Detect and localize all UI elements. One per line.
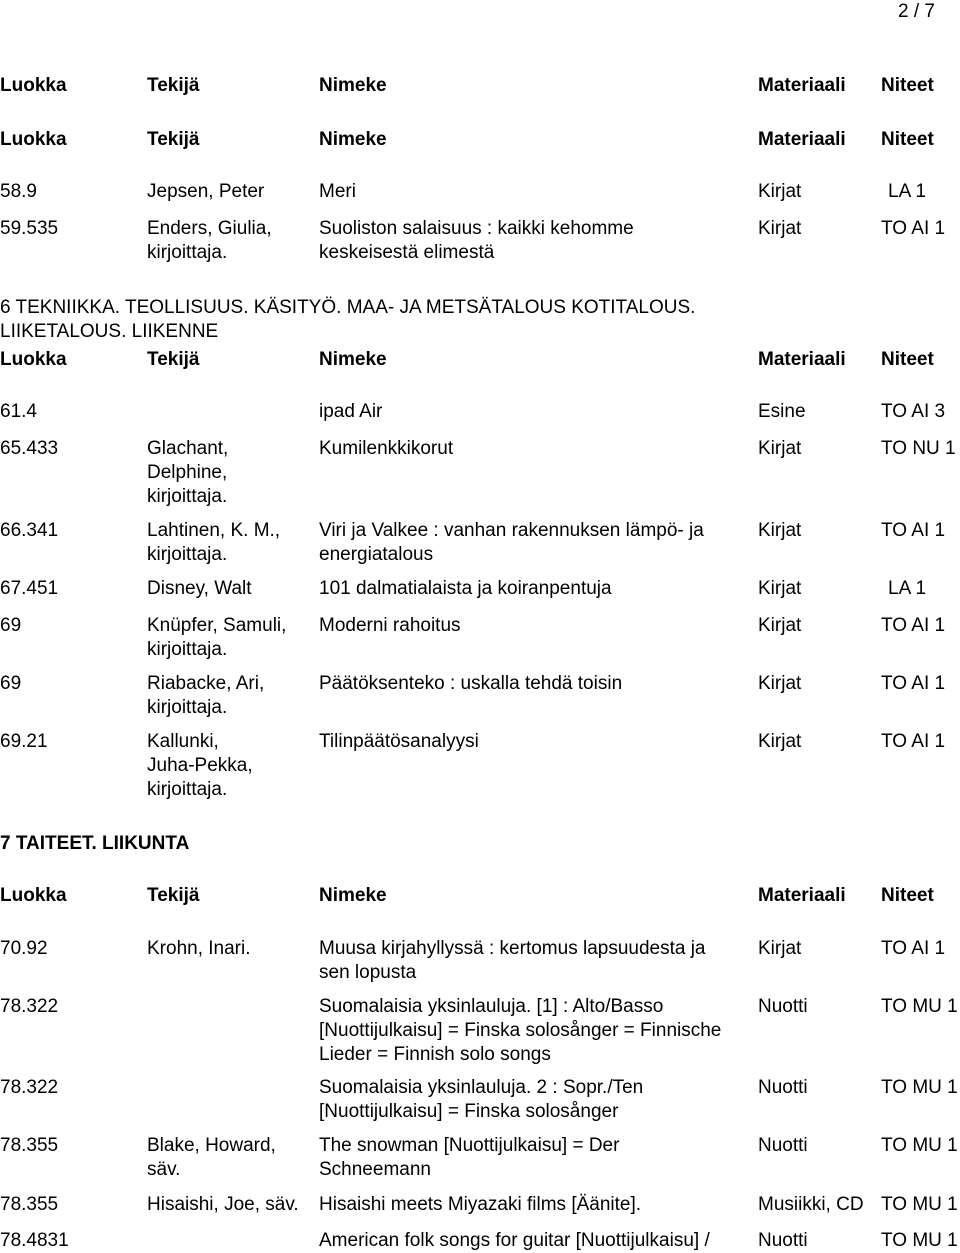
row-luokka: 78.4831	[0, 1230, 69, 1251]
page-number: 2 / 7	[898, 1, 935, 22]
header-niteet: Niteet	[881, 349, 934, 370]
row-luokka: 78.322	[0, 1077, 59, 1098]
header-materiaali: Materiaali	[758, 885, 846, 906]
row-niteet: TO MU 1	[881, 996, 958, 1017]
row-materiaali: Nuotti	[758, 1077, 808, 1098]
row-tekija: Lahtinen, K. M.,	[147, 520, 281, 541]
row-nimeke: Suomalaisia yksinlauluja. [1] : Alto/Basso	[319, 996, 664, 1017]
header-luokka: Luokka	[0, 349, 67, 370]
row-tekija: Juha-Pekka,	[147, 755, 253, 776]
row-nimeke: Tilinpäätösanalyysi	[319, 731, 479, 752]
row-materiaali: Kirjat	[758, 438, 802, 459]
row-niteet: TO AI 3	[881, 401, 946, 422]
row-nimeke: sen lopusta	[319, 962, 417, 983]
row-tekija: Jepsen, Peter	[147, 181, 265, 202]
row-niteet: TO MU 1	[881, 1077, 958, 1098]
row-materiaali: Kirjat	[758, 938, 802, 959]
row-niteet: LA 1	[888, 181, 927, 202]
row-luokka: 69	[0, 673, 22, 694]
row-tekija: Riabacke, Ari,	[147, 673, 265, 694]
row-niteet: TO MU 1	[881, 1135, 958, 1156]
row-nimeke: Lieder = Finnish solo songs	[319, 1044, 551, 1065]
row-materiaali: Kirjat	[758, 578, 802, 599]
row-tekija: Knüpfer, Samuli,	[147, 615, 287, 636]
row-nimeke: [Nuottijulkaisu] = Finska solosånger	[319, 1101, 619, 1122]
row-niteet: TO AI 1	[881, 938, 946, 959]
header-nimeke: Nimeke	[319, 129, 387, 150]
row-nimeke: Päätöksenteko : uskalla tehdä toisin	[319, 673, 623, 694]
row-luokka: 69.21	[0, 731, 48, 752]
row-nimeke: Muusa kirjahyllyssä : kertomus lapsuudesta ja	[319, 938, 706, 959]
row-niteet: TO AI 1	[881, 615, 946, 636]
header-niteet: Niteet	[881, 75, 934, 96]
row-luokka: 78.355	[0, 1135, 59, 1156]
row-tekija: Krohn, Inari.	[147, 938, 251, 959]
row-niteet: TO AI 1	[881, 520, 946, 541]
row-tekija: kirjoittaja.	[147, 639, 228, 660]
row-tekija: Blake, Howard,	[147, 1135, 276, 1156]
row-niteet: TO AI 1	[881, 731, 946, 752]
row-nimeke: The snowman [Nuottijulkaisu] = Der	[319, 1135, 620, 1156]
row-materiaali: Nuotti	[758, 1135, 808, 1156]
row-nimeke: Suomalaisia yksinlauluja. 2 : Sopr./Ten	[319, 1077, 644, 1098]
header-tekija: Tekijä	[147, 75, 200, 96]
section-heading: 6 TEKNIIKKA. TEOLLISUUS. KÄSITYÖ. MAA- JA METSÄTALOUS KOTITALOUS.	[0, 297, 696, 318]
row-tekija: Kallunki,	[147, 731, 219, 752]
row-luokka: 67.451	[0, 578, 59, 599]
header-materiaali: Materiaali	[758, 129, 846, 150]
row-nimeke: Suoliston salaisuus : kaikki kehomme	[319, 218, 634, 239]
row-nimeke: Meri	[319, 181, 356, 202]
row-materiaali: Kirjat	[758, 181, 802, 202]
row-niteet: TO MU 1	[881, 1194, 958, 1215]
row-materiaali: Musiikki, CD	[758, 1194, 864, 1215]
header-luokka: Luokka	[0, 885, 67, 906]
row-niteet: TO AI 1	[881, 218, 946, 239]
row-tekija: kirjoittaja.	[147, 242, 228, 263]
row-tekija: kirjoittaja.	[147, 486, 228, 507]
header-materiaali: Materiaali	[758, 349, 846, 370]
row-materiaali: Kirjat	[758, 731, 802, 752]
row-nimeke: [Nuottijulkaisu] = Finska solosånger = Finnische	[319, 1020, 722, 1041]
row-nimeke: 101 dalmatialaista ja koiranpentuja	[319, 578, 612, 599]
row-luokka: 61.4	[0, 401, 37, 422]
row-materiaali: Kirjat	[758, 673, 802, 694]
row-nimeke: keskeisestä elimestä	[319, 242, 495, 263]
header-luokka: Luokka	[0, 75, 67, 96]
row-luokka: 65.433	[0, 438, 59, 459]
row-tekija: Enders, Giulia,	[147, 218, 272, 239]
section-heading: LIIKETALOUS. LIIKENNE	[0, 321, 219, 342]
row-nimeke: Hisaishi meets Miyazaki films [Äänite].	[319, 1194, 642, 1215]
row-nimeke: Viri ja Valkee : vanhan rakennuksen lämpö- ja	[319, 520, 704, 541]
row-luokka: 78.355	[0, 1194, 59, 1215]
row-materiaali: Nuotti	[758, 996, 808, 1017]
row-nimeke: energiatalous	[319, 544, 434, 565]
row-tekija: kirjoittaja.	[147, 697, 228, 718]
row-materiaali: Esine	[758, 401, 806, 422]
row-tekija: kirjoittaja.	[147, 544, 228, 565]
row-nimeke: Kumilenkkikorut	[319, 438, 454, 459]
row-tekija: Delphine,	[147, 462, 228, 483]
header-tekija: Tekijä	[147, 129, 200, 150]
row-luokka: 69	[0, 615, 22, 636]
row-nimeke: Moderni rahoitus	[319, 615, 461, 636]
row-luokka: 70.92	[0, 938, 48, 959]
row-nimeke: ipad Air	[319, 401, 383, 422]
row-luokka: 59.535	[0, 218, 59, 239]
row-nimeke: American folk songs for guitar [Nuottijulkaisu] /	[319, 1230, 710, 1251]
row-luokka: 58.9	[0, 181, 37, 202]
header-nimeke: Nimeke	[319, 885, 387, 906]
row-materiaali: Kirjat	[758, 615, 802, 636]
row-tekija: säv.	[147, 1159, 181, 1180]
header-niteet: Niteet	[881, 885, 934, 906]
header-nimeke: Nimeke	[319, 349, 387, 370]
row-materiaali: Kirjat	[758, 520, 802, 541]
header-luokka: Luokka	[0, 129, 67, 150]
row-niteet: TO AI 1	[881, 673, 946, 694]
header-tekija: Tekijä	[147, 349, 200, 370]
header-tekija: Tekijä	[147, 885, 200, 906]
row-niteet: LA 1	[888, 578, 927, 599]
row-tekija: Hisaishi, Joe, säv.	[147, 1194, 299, 1215]
header-materiaali: Materiaali	[758, 75, 846, 96]
row-niteet: TO MU 1	[881, 1230, 958, 1251]
section-heading: 7 TAITEET. LIIKUNTA	[0, 833, 190, 854]
row-tekija: kirjoittaja.	[147, 779, 228, 800]
row-materiaali: Kirjat	[758, 218, 802, 239]
header-niteet: Niteet	[881, 129, 934, 150]
row-materiaali: Nuotti	[758, 1230, 808, 1251]
row-niteet: TO NU 1	[881, 438, 956, 459]
header-nimeke: Nimeke	[319, 75, 387, 96]
row-nimeke: Schneemann	[319, 1159, 431, 1180]
row-luokka: 78.322	[0, 996, 59, 1017]
row-luokka: 66.341	[0, 520, 59, 541]
row-tekija: Glachant,	[147, 438, 229, 459]
row-tekija: Disney, Walt	[147, 578, 252, 599]
